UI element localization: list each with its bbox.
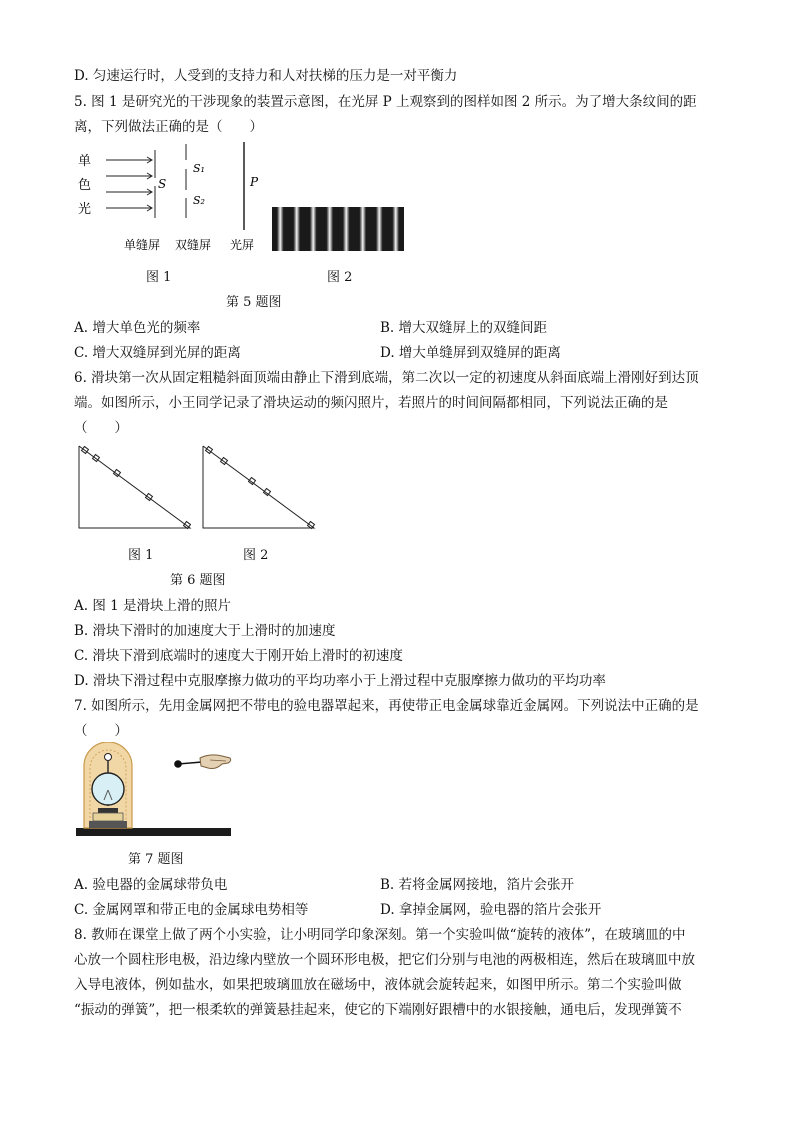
- q6-option-b: B. 滑块下滑时的加速度大于上滑时的加速度: [74, 623, 336, 639]
- q7-figure-title: 第 7 题图: [128, 852, 184, 867]
- q6-stem-line-1: 6. 滑块第一次从固定粗糙斜面顶端由静止下滑到底端，第二次以一定的初速度从斜面底端上滑刚好到达顶: [74, 370, 699, 386]
- q7-option-d: D. 拿掉金属网，验电器的箔片会张开: [380, 902, 602, 918]
- q6-figure-title: 第 6 题图: [170, 573, 226, 588]
- q6-option-a: A. 图 1 是滑块上滑的照片: [74, 598, 232, 614]
- light-char-2: 色: [78, 178, 92, 193]
- q5-option-a: A. 增大单色光的频率: [74, 320, 201, 336]
- label-s: S: [158, 177, 167, 191]
- label-s1: S₁: [193, 162, 205, 175]
- q7-option-b: B. 若将金属网接地，箔片会张开: [380, 877, 575, 893]
- q5-figure-2-fringes: [272, 207, 404, 251]
- q5-option-c: C. 增大双缝屏到光屏的距离: [74, 345, 241, 361]
- light-char-1: 单: [78, 154, 92, 169]
- label-p: P: [250, 175, 259, 189]
- q7-stem-line-2: （ ）: [74, 723, 128, 739]
- q6-fig1-caption: 图 1: [128, 548, 154, 563]
- q7-stem-line-1: 7. 如图所示，先用金属网把不带电的验电器罩起来，再使带正电金属球靠近金属网。下列说法中正确的是: [74, 698, 699, 714]
- q8-line-4: “振动的弹簧”，把一根柔软的弹簧悬挂起来，使它的下端刚好跟槽中的水银接触，通电后，发现弹簧不: [74, 1002, 682, 1018]
- q8-line-3: 入导电液体，例如盐水，如果把玻璃皿放在磁场中，液体就会旋转起来，如图甲所示。第二个实验叫做: [74, 977, 682, 993]
- q7-option-a: A. 验电器的金属球带负电: [74, 877, 228, 893]
- q5-fig2-caption: 图 2: [327, 270, 353, 285]
- light-char-3: 光: [78, 202, 92, 217]
- label-screen: 光屏: [230, 238, 255, 252]
- q6-stem-line-2: 端。如图所示，小王同学记录了滑块运动的频闪照片，若照片的时间间隔都相同，下列说法正确的是: [74, 395, 668, 411]
- q7-option-c: C. 金属网罩和带正电的金属球电势相等: [74, 902, 309, 918]
- q6-figure-2-incline: [200, 442, 322, 534]
- label-double-slit: 双缝屏: [175, 238, 212, 252]
- q5-fig1-caption: 图 1: [146, 270, 172, 285]
- q5-option-d: D. 增大单缝屏到双缝屏的距离: [380, 345, 561, 361]
- q5-option-b: B. 增大双缝屏上的双缝间距: [380, 320, 548, 336]
- q5-stem-line-1: 5. 图 1 是研究光的干涉现象的装置示意图，在光屏 P 上观察到的图样如图 2 所示。为了增大条纹间的距: [74, 94, 697, 110]
- q5-stem-line-2: 离，下列做法正确的是（ ）: [74, 119, 263, 135]
- label-single-slit: 单缝屏: [124, 238, 161, 252]
- q7-figure-electroscope: [76, 742, 232, 840]
- q8-line-2: 心放一个圆柱形电极，沿边缘内壁放一个圆环形电极，把它们分别与电池的两极相连，然后在玻璃皿中放: [74, 952, 695, 968]
- q5-figure-title: 第 5 题图: [226, 295, 282, 310]
- prev-option-d: D. 匀速运行时，人受到的支持力和人对扶梯的压力是一对平衡力: [74, 68, 458, 84]
- q6-option-c: C. 滑块下滑到底端时的速度大于刚开始上滑时的初速度: [74, 648, 403, 664]
- q6-stem-line-3: （ ）: [74, 420, 128, 436]
- q6-figure-1-incline: [76, 442, 198, 534]
- label-s2: S₂: [193, 194, 205, 207]
- q5-figure-1-apparatus: [72, 140, 272, 258]
- q6-fig2-caption: 图 2: [243, 548, 269, 563]
- q6-option-d: D. 滑块下滑过程中克服摩擦力做功的平均功率小于上滑过程中克服摩擦力做功的平均功率: [74, 673, 606, 689]
- q8-line-1: 8. 教师在课堂上做了两个小实验，让小明同学印象深刻。第一个实验叫做“旋转的液体”，在玻璃皿的中: [74, 927, 686, 943]
